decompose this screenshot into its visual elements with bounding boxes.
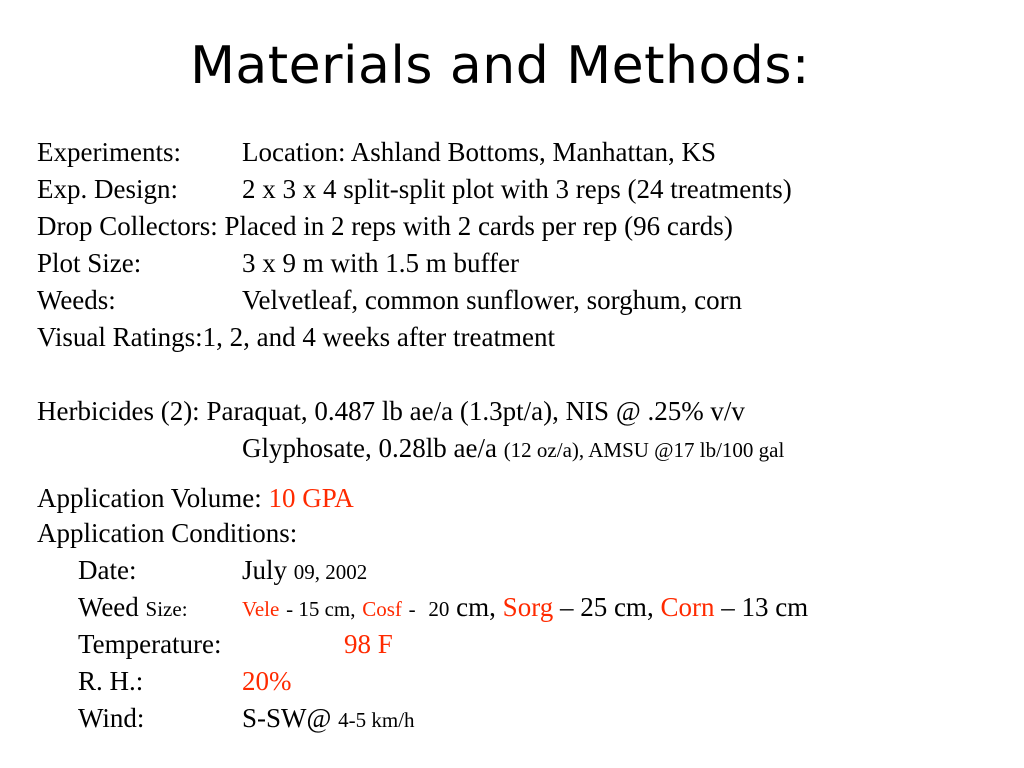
weed-cosf: Cosf	[362, 597, 402, 621]
application-volume-label: Application Volume:	[37, 483, 262, 513]
herbicides-paraquat: Paraquat, 0.487 lb ae/a (1.3pt/a), NIS @ .25% v/v	[206, 396, 745, 426]
drop-collectors-line	[37, 210, 733, 242]
visual-ratings-label: Visual Ratings:	[37, 322, 203, 352]
experiments-label: Experiments:	[37, 137, 181, 167]
wind-direction: S-SW@	[242, 703, 332, 733]
visual-ratings-value: 1, 2, and 4 weeks after treatment	[202, 322, 555, 352]
slide-title: Materials and Methods:	[190, 36, 810, 96]
wind-speed: 4-5 km/h	[338, 708, 415, 732]
weed-cosf-unit: cm,	[456, 592, 496, 622]
rh-value: 20%	[242, 666, 292, 696]
weed-vele: Vele	[242, 597, 280, 621]
application-conditions-heading: Application Conditions:	[37, 518, 298, 548]
weed-sorg-size: – 25 cm,	[559, 592, 654, 622]
drop-collectors-label: Drop Collectors:	[37, 211, 218, 241]
herbicides-glyphosate-line	[242, 432, 784, 466]
weed-cosf-num: 20	[428, 597, 450, 621]
temperature-label: Temperature:	[78, 629, 222, 659]
glyphosate-amsu-rate: 17 lb/100 gal	[673, 438, 785, 462]
wind-value	[242, 702, 415, 736]
application-volume-line	[37, 482, 354, 514]
design-value: 2 x 3 x 4 split-split plot with 3 reps (24 treatments)	[242, 174, 792, 204]
experiments-value: Location: Ashland Bottoms, Manhattan, KS	[242, 137, 716, 167]
herbicides-label: Herbicides (2):	[37, 396, 200, 426]
weed-size-label	[78, 591, 188, 625]
date-day-year: 09, 2002	[293, 560, 368, 584]
date-label: Date:	[78, 555, 137, 585]
weed-size-label-main: Weed	[78, 592, 139, 622]
weed-sorg: Sorg	[502, 592, 554, 622]
temperature-value: 98 F	[344, 629, 393, 659]
weed-vele-size: - 15 cm,	[286, 597, 356, 621]
weed-size-values	[242, 591, 808, 625]
plot-size-value: 3 x 9 m with 1.5 m buffer	[242, 248, 519, 278]
weed-cosf-sep: -	[408, 597, 416, 621]
plot-size-label: Plot Size:	[37, 248, 142, 278]
weed-corn: Corn	[660, 592, 715, 622]
herbicides-line	[37, 395, 745, 427]
weed-corn-size: – 13 cm	[721, 592, 809, 622]
date-value	[242, 554, 367, 588]
visual-ratings-line	[37, 321, 555, 353]
date-month: July	[242, 555, 288, 585]
wind-label: Wind:	[78, 703, 145, 733]
weed-size-label-small: Size:	[145, 597, 188, 621]
weeds-label: Weeds:	[37, 285, 116, 315]
drop-collectors-value: Placed in 2 reps with 2 cards per rep (96 cards)	[224, 211, 733, 241]
application-volume-value: 10 GPA	[268, 483, 354, 513]
weeds-value: Velvetleaf, common sunflower, sorghum, corn	[242, 285, 743, 315]
design-label: Exp. Design:	[37, 174, 178, 204]
glyphosate-amsu: (12 oz/a), AMSU @	[503, 438, 674, 462]
rh-label: R. H.:	[78, 666, 144, 696]
glyphosate-rate: Glyphosate, 0.28lb ae/a	[242, 433, 497, 463]
